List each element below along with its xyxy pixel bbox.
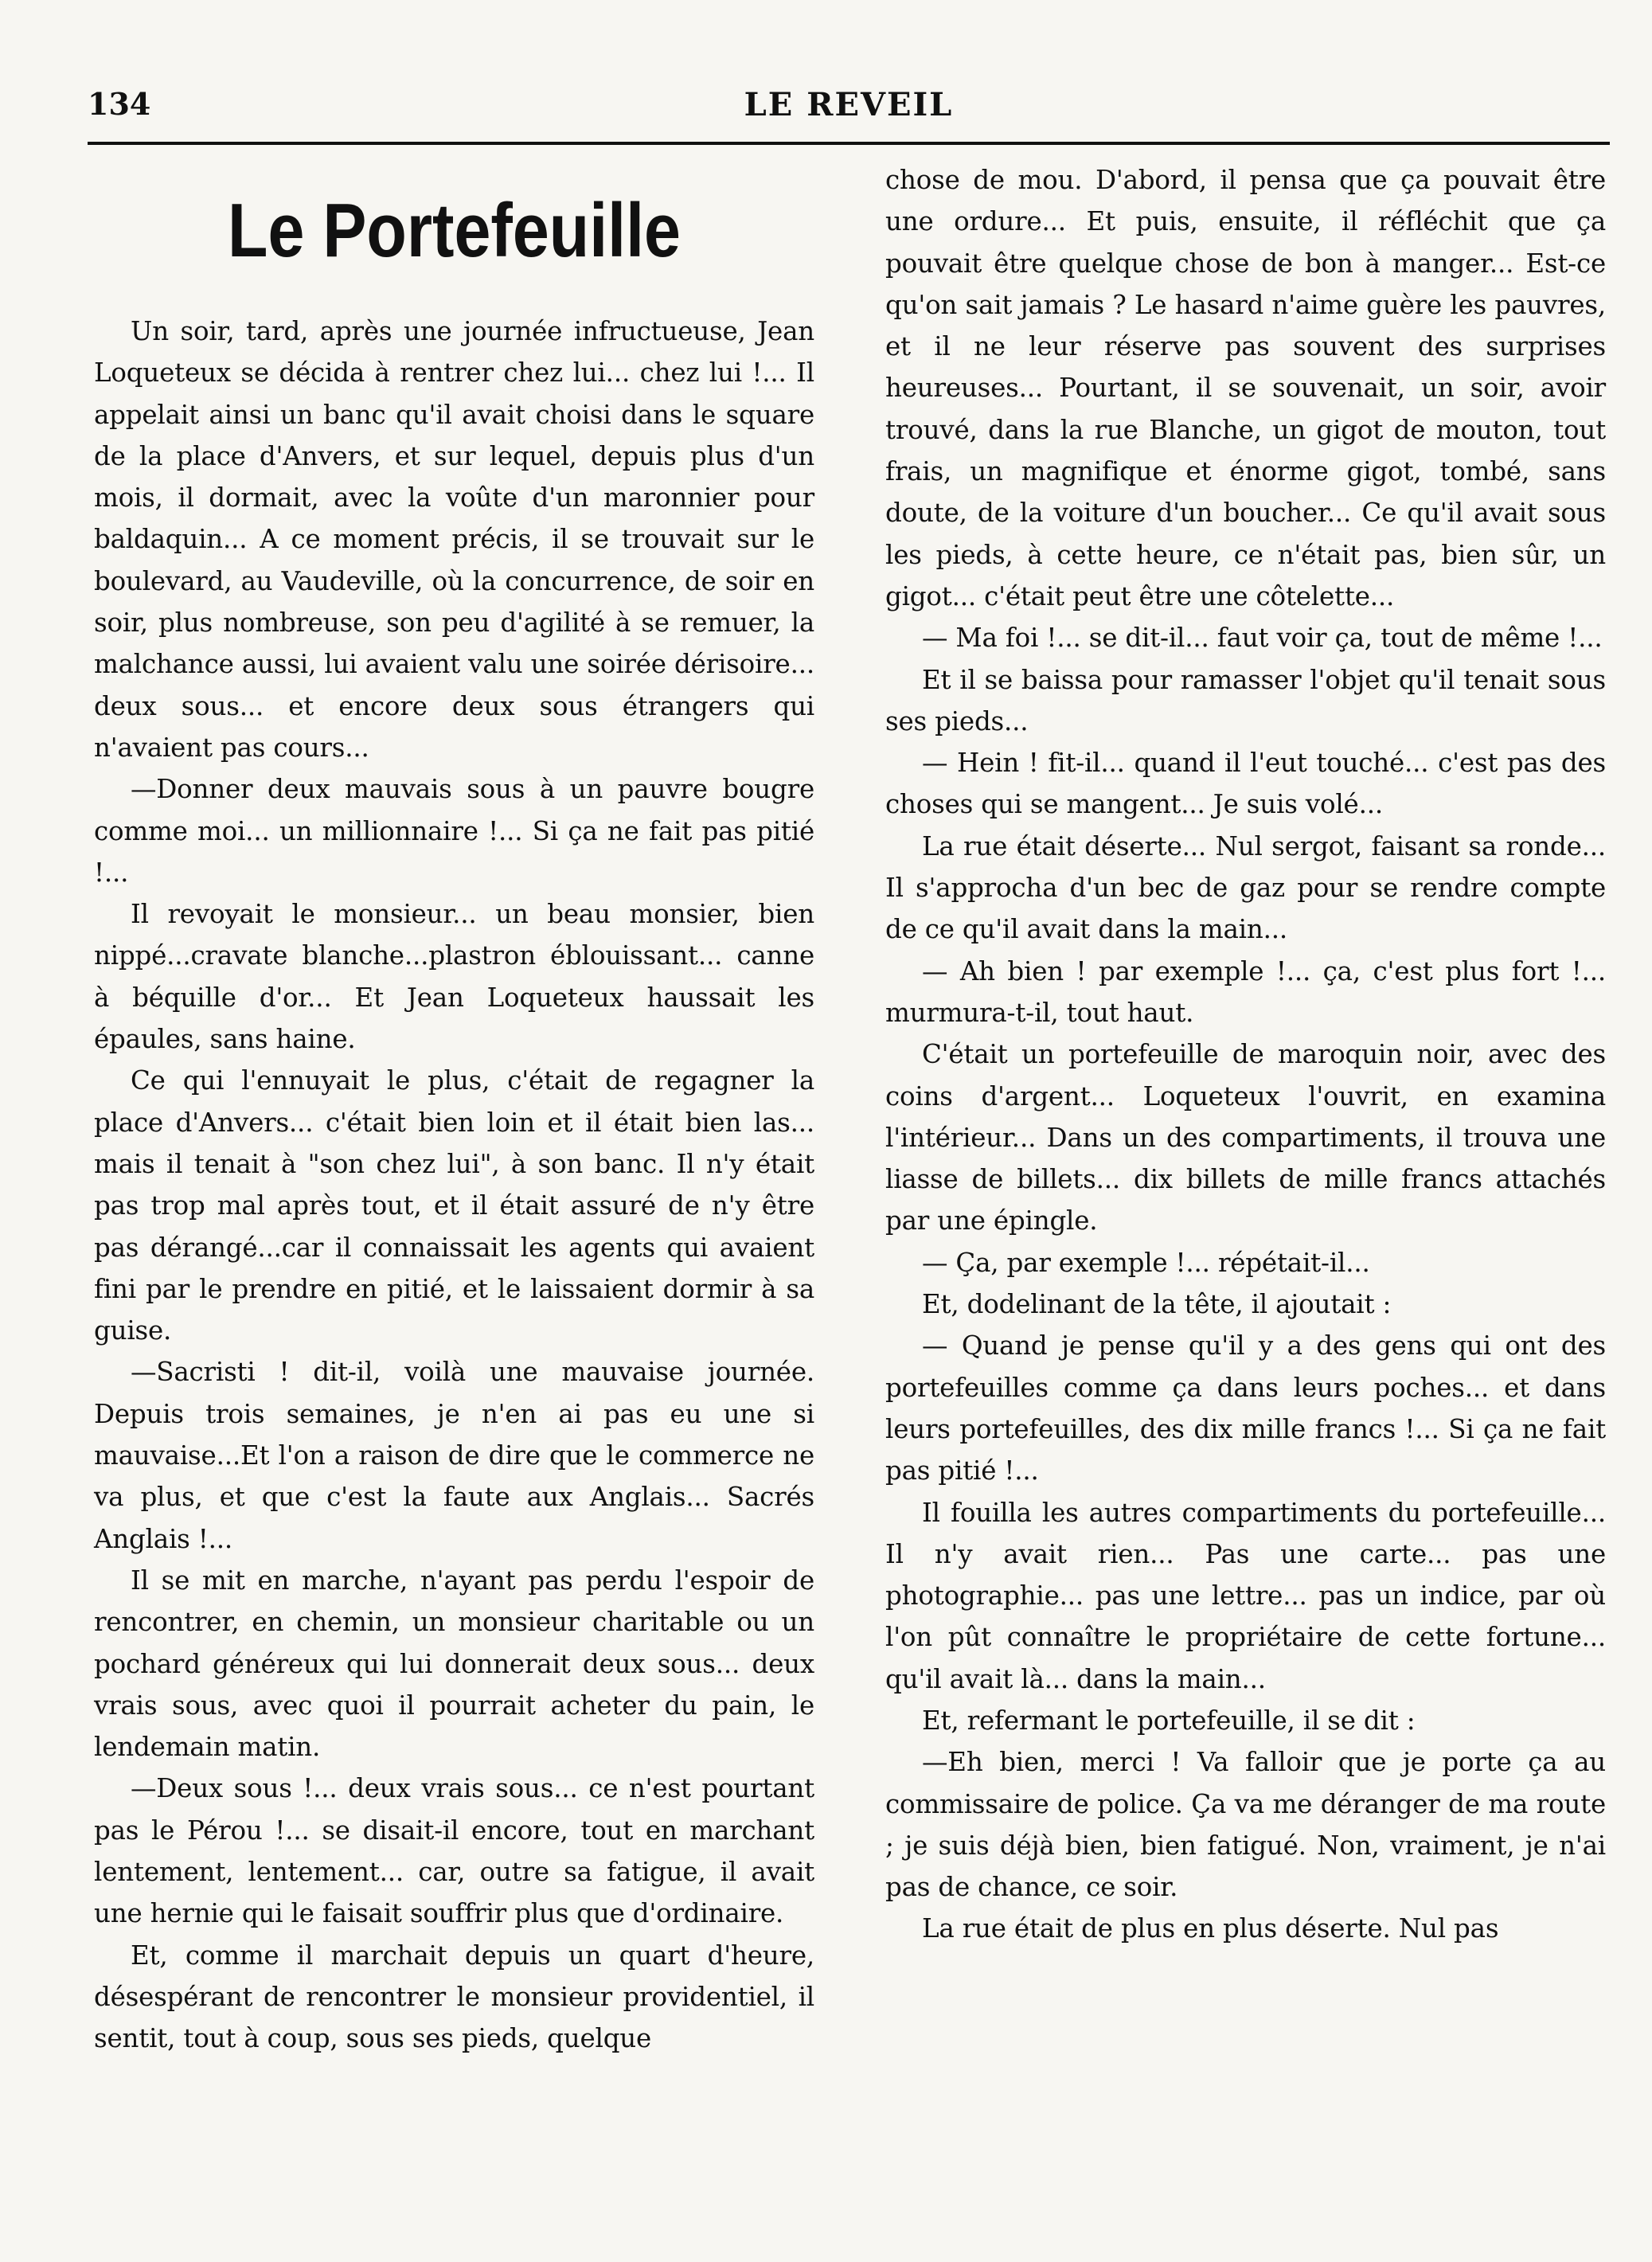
paragraph: — Ça, par exemple !... répétait-il... [922, 1247, 1370, 1278]
paragraph: La rue était déserte... Nul sergot, faisant sa ronde... Il s'approcha d'un bec de gaz pour se rendre compte de ce qu'il avait dans la main... [885, 830, 1606, 945]
paragraph: Et, dodelinant de la tête, il ajoutait : [922, 1289, 1392, 1320]
paragraph: C'était un portefeuille de maroquin noir, avec des coins d'argent... Loqueteux l'ouvrit, en examina l'intérieur... Dans un des compartiments, il trouva une liasse de billets... dix billets de mille francs attachés par une épingle. [885, 1039, 1606, 1236]
running-title: LE REVEIL [744, 86, 954, 123]
paragraph: —Deux sous !... deux vrais sous... ce n'est pourtant pas le Pérou !... se disait-il encore, tout en marchant lentement, lentement... car, outre sa fatigue, il avait une hernie qui le faisait souffrir plus que d'ordinaire. [94, 1773, 814, 1929]
paragraph: — Quand je pense qu'il y a des gens qui ont des portefeuilles comme ça dans leurs poches... et dans leurs portefeuilles, des dix mille francs !... Si ça ne fait pas pitié !... [885, 1330, 1606, 1487]
paragraph: Et, comme il marchait depuis un quart d'heure, désespérant de rencontrer le monsieur providentiel, il sentit, tout à coup, sous ses pieds, quelque [94, 1940, 814, 2054]
article-title: Le Portefeuille [228, 188, 681, 273]
paragraph: Et, refermant le portefeuille, il se dit : [922, 1705, 1416, 1736]
paragraph: Il se mit en marche, n'ayant pas perdu l'espoir de rencontrer, en chemin, un monsieur charitable ou un pochard généreux qui lui donnerait deux sous... deux vrais sous, avec quoi il pourrait acheter du pain, le lendemain matin. [94, 1565, 814, 1763]
left-column [94, 159, 814, 2059]
paragraph: —Eh bien, merci ! Va falloir que je porte ça au commissaire de police. Ça va me déranger de ma route ; je suis déjà bien, bien fatigué. Non, vraiment, je n'ai pas de chance, ce soir. [885, 1747, 1606, 1903]
page-header [88, 86, 1610, 145]
paragraph: — Ma foi !... se dit-il... faut voir ça, tout de même !... [922, 623, 1603, 654]
paragraph: Il fouilla les autres compartiments du portefeuille... Il n'y avait rien... Pas une carte... pas une photographie... pas une lettre... pas un indice, par où l'on pût connaître le propriétaire de cette fortune... qu'il avait là... dans la main... [885, 1497, 1606, 1694]
paragraph: — Ah bien ! par exemple !... ça, c'est plus fort !... murmura-t-il, tout haut. [885, 955, 1606, 1028]
paragraph: Un soir, tard, après une journée infructueuse, Jean Loqueteux se décida à rentrer chez lui... chez lui !... Il appelait ainsi un banc qu'il avait choisi dans le square de la place d'Anvers, et sur lequel, depuis plus d'un mois, il dormait, avec la voûte d'un maronnier pour baldaquin... A ce moment précis, il se trouvait sur le boulevard, au Vaudeville, où la concurrence, de soir en soir, plus nombreuse, son peu d'agilité à se remuer, la malchance aussi, lui avaient valu une soirée dérisoire... deux sous... et encore deux sous étrangers qui n'avaient pas cours... [94, 316, 814, 763]
paragraph: Il revoyait le monsieur... un beau monsier, bien nippé...cravate blanche...plastron éblouissant... canne à béquille d'or... Et Jean Loqueteux haussait les épaules, sans haine. [94, 899, 814, 1055]
paragraph: Ce qui l'ennuyait le plus, c'était de regagner la place d'Anvers... c'était bien loin et il était bien las... mais il tenait à "son chez lui", à son banc. Il n'y était pas trop mal après tout, et il était assuré de n'y être pas dérangé...car il connaissait les agents qui avaient fini par le prendre en pitié, et le laissaient dormir à sa guise. [94, 1065, 814, 1346]
paragraph: — Hein ! fit-il... quand il l'eut touché... c'est pas des choses qui se mangent... Je suis volé... [885, 748, 1606, 820]
page-number: 134 [88, 86, 151, 122]
paragraph: Et il se baissa pour ramasser l'objet qu'il tenait sous ses pieds... [885, 664, 1606, 736]
paragraph: —Sacristi ! dit-il, voilà une mauvaise journée. Depuis trois semaines, je n'en ai pas eu une si mauvaise...Et l'on a raison de dire que le commerce ne va plus, et que c'est la faute aux Anglais... Sacrés Anglais !... [94, 1357, 814, 1554]
right-column [885, 159, 1606, 1950]
paragraph-continued: chose de mou. D'abord, il pensa que ça pouvait être une ordure... Et puis, ensuite, il réfléchit que ça pouvait être quelque chose de bon à manger... Est-ce qu'on sait jamais ? Le hasard n'aime guère les pauvres, et il ne leur réserve pas souvent des surprises heureuses... Pourtant, il se souvenait, un soir, avoir trouvé, dans la rue Blanche, un gigot de mouton, tout frais, un magnifique et énorme gigot, tombé, sans doute, de la voiture d'un boucher... Ce qu'il avait sous les pieds, à cette heure, ce n'était pas, bien sûr, un gigot... c'était peut être une côtelette... [885, 165, 1606, 611]
paragraph: La rue était de plus en plus déserte. Nul pas [922, 1913, 1499, 1944]
paragraph: —Donner deux mauvais sous à un pauvre bougre comme moi... un millionnaire !... Si ça ne fait pas pitié !... [94, 774, 814, 888]
